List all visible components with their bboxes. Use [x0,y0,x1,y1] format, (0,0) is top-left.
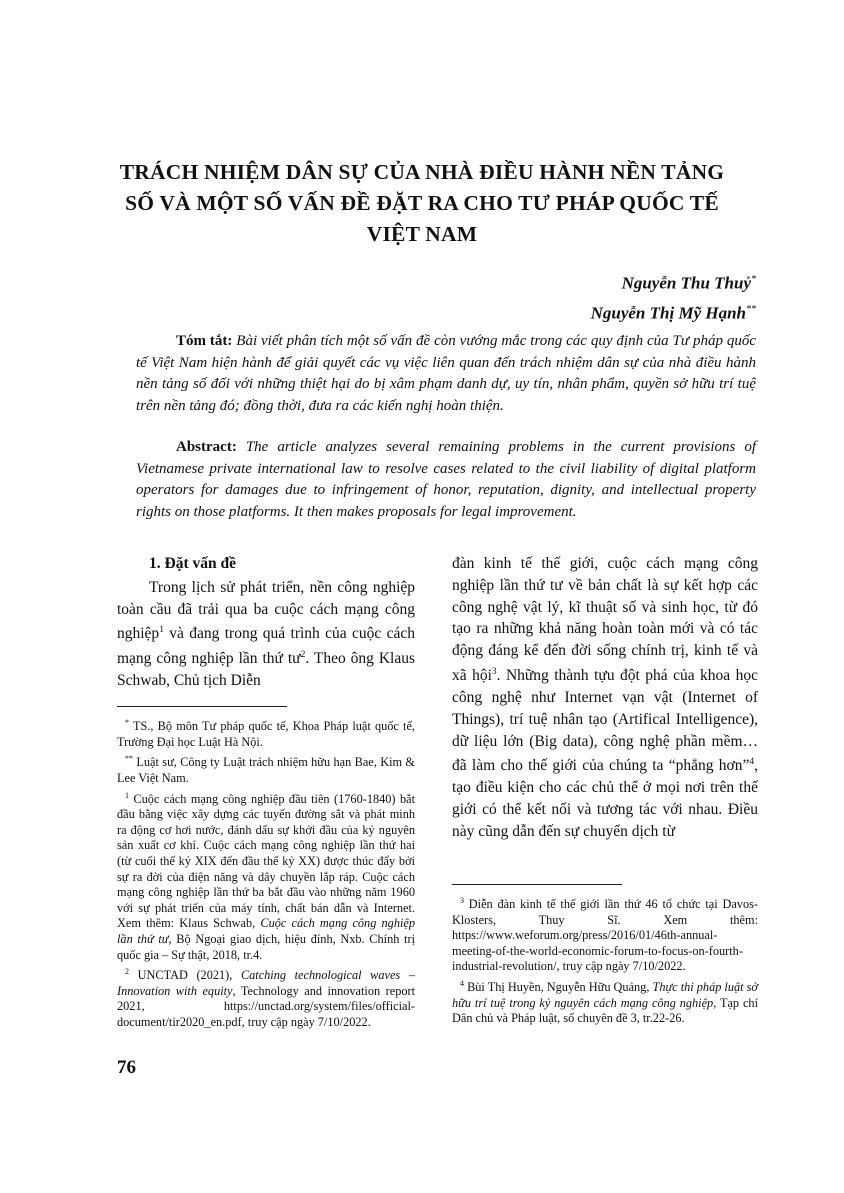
abstract-en-text: The article analyzes several remaining problems in the current provisions of Vietnamese private international law to resolve cases related to the civil liability of digital platform operators for damages due to infringement of honor, reputation, dignity, and intellectual property rights on those platforms. It then makes proposals for legal improvement. [136,439,756,520]
abstract-vietnamese [136,331,756,417]
author-list [591,267,756,326]
footnote-mark: * [125,718,129,727]
footnote-mark: 4 [460,979,464,989]
article-title [100,157,744,250]
body-paragraph-right [452,553,758,843]
footnote-divider [117,706,287,707]
body-column-left [117,553,415,692]
footnote-text: Bùi Thị Huyền, Nguyễn Hữu Quảng, [464,980,653,995]
footnote-text: Bộ Ngoại giao dịch, hiệu đính, Nxb. Chính trị quốc gia – Sự thật, 2018, tr.4. [117,932,415,962]
author-1-mark: * [751,274,756,285]
author-1 [591,267,756,297]
footnote-divider [452,884,622,885]
title-line-2: SỐ VÀ MỘT SỐ VẤN ĐỀ ĐẶT RA CHO TƯ PHÁP QUỐC TẾ [125,191,719,215]
body-left-text-3: . Theo ông Klaus Schwab, Chủ tịch Diễn [117,650,415,690]
footnote-mark: ** [125,754,133,764]
author-1-name: Nguyễn Thu Thuỷ [621,273,751,293]
body-column-right [452,553,758,843]
title-line-3: VIỆT NAM [366,222,478,246]
footnote-mark: 1 [125,790,129,800]
footnote-text: , Technology and innovation report 2021, https://unctad.org/system/files/official-document/tir2020_en.pdf, truy cập ngày 7/10/2022. [117,983,415,1030]
footnote-author-1 [117,715,415,750]
footnote-mark: 3 [460,896,464,905]
abstract-vi-label: Tóm tắt: [176,333,233,349]
title-line-1: TRÁCH NHIỆM DÂN SỰ CỦA NHÀ ĐIỀU HÀNH NỀN TẢNG [119,160,725,184]
footnote-text: UNCTAD (2021), [129,968,241,983]
footnote-italic-title: Catching technological waves – Innovation with equity [117,968,415,998]
body-paragraph-left [117,577,415,692]
footnote-italic-title: Thực thi pháp luật sở hữu trí tuệ trong kỷ nguyên cách mạng công nghiệp [452,980,758,1010]
footnote-2 [117,964,415,1030]
footnote-italic-title: Cuộc cách mạng công nghiệp lần thứ tư, [117,916,415,946]
footnote-text: Luật sư, Công ty Luật trách nhiệm hữu hạn Bae, Kim & Lee Việt Nam. [117,755,415,785]
footnote-text: Diễn đàn kinh tế thế giới lần thứ 46 tổ chức tại Davos-Klosters, Thuy Sĩ. Xem thêm: https://www.weforum.org/press/2016/01/46th-annual-meeting-of-the-world-economic-forum-to-focus-on-fourth-industrial-revolution/, truy cập ngày 7/10/2022. [452,897,758,974]
footnote-ref-4[interactable]: 4 [749,757,755,768]
body-right-text-3: , tạo điều kiện cho các chủ thể ở mọi nơi trên thế giới có thể kết nối và tương tác với nhau. Điều này cũng dẫn đến sự chuyển dịch từ [452,757,758,840]
author-2-name: Nguyễn Thị Mỹ Hạnh [590,303,746,323]
body-right-text-2: . Những thành tựu đột phá của khoa học công nghệ như Internet vạn vật (Internet of Things), trí tuệ nhân tạo (Artifical Intelligence), dữ liệu lớn (Big data), công nghệ phần mềm… đã làm cho thế giới của chúng ta “phẳng hơn” [452,667,758,775]
footnote-ref-3[interactable]: 3 [491,666,497,677]
footnotes-right [452,884,758,1028]
footnote-ref-1[interactable]: 1 [159,625,164,636]
body-left-text-2: và đang trong quá trình của cuộc cách mạng công nghiệp lần thứ tư [117,625,415,668]
footnote-3 [452,893,758,975]
footnote-text: TS., Bộ môn Tư pháp quốc tế, Khoa Pháp luật quốc tế, Trường Đại học Luật Hà Nội. [117,719,415,749]
abstract-english [136,437,756,523]
footnotes-left [117,706,415,1032]
footnote-text: , Tạp chí Dân chủ và Pháp luật, số chuyên đề 3, tr.22-26. [452,995,758,1026]
footnote-text: Cuộc cách mạng công nghiệp đầu tiên (1760-1840) bắt đầu bằng việc xây dựng các tuyến đường sắt và phát minh ra động cơ hơi nước, đánh dấu sự khởi đầu của kỷ nguyên sản xuất cơ khí. Cuộc cách mạng công nghiệp lần thứ hai (từ cuối thế kỷ XIX đến đầu thế kỷ XX) được thúc đẩy bởi sự ra đời của điện năng và dây chuyền lắp ráp. Cuộc cách mạng công nghiệp lần thứ ba bắt đầu vào những năm 1960 với sự phát triển của máy tính, chất bán dẫn và Internet. Xem thêm: Klaus Schwab, [117,791,415,931]
author-2 [591,297,756,327]
body-right-text-1: đàn kinh tế thế giới, cuộc cách mạng công nghiệp lần thứ tư về bản chất là sự kết hợp các công nghệ vật lý, kĩ thuật số và sinh học, từ đó tạo ra những khả năng hoàn toàn mới và có tác động đáng kể đến đời sống chính trị, kinh tế và xã hội [452,555,758,685]
footnote-1 [117,788,415,964]
body-left-text-1: Trong lịch sử phát triển, nền công nghiệp toàn cầu đã trải qua ba cuộc cách mạng công nghiệp [117,578,415,643]
abstract-en-label: Abstract: [176,439,237,455]
footnote-4 [452,976,758,1027]
author-2-mark: ** [746,303,756,315]
footnote-mark: 2 [125,967,129,977]
page-number: 76 [117,1057,136,1078]
section-heading: 1. Đặt vấn đề [149,555,236,572]
footnote-author-2 [117,751,415,786]
footnote-ref-2[interactable]: 2 [300,650,306,661]
abstract-vi-text: Bài viết phân tích một số vấn đề còn vướng mắc trong các quy định của Tư pháp quốc tế Việt Nam hiện hành để giải quyết các vụ việc liên quan đến trách nhiệm dân sự của nhà điều hành nền tảng số đối với những thiệt hại do bị xâm phạm danh dự, uy tín, nhân phẩm, quyền sở hữu trí tuệ trên nền tảng đó; đồng thời, đưa ra các kiến nghị hoàn thiện. [136,333,757,414]
